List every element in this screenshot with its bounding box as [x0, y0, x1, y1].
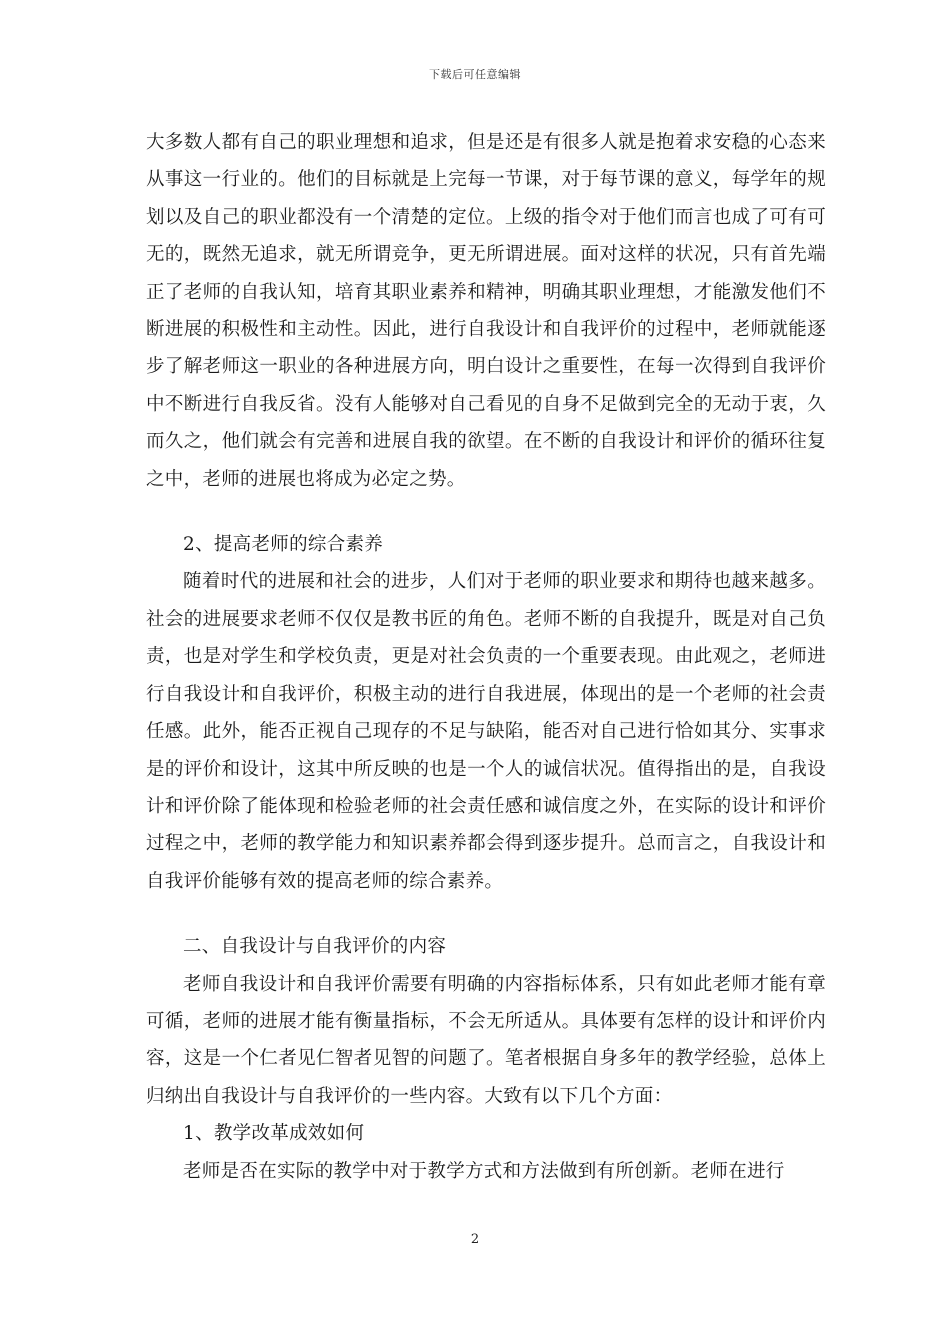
body-paragraph: 老师自我设计和自我评价需要有明确的内容指标体系，只有如此老师才能有章可循，老师的进展才能有衡量指标，不会无所适从。具体要有怎样的设计和评价内容，这是一个仁者见仁智者见智的问题了。笔者根据自身多年的教学经验，总体上归纳出自我设计与自我评价的一些内容。大致有以下几个方面：: [146, 973, 826, 1107]
body-paragraph: 随着时代的进展和社会的进步，人们对于老师的职业要求和期待也越来越多。社会的进展要求老师不仅仅是教书匠的角色。老师不断的自我提升，既是对自己负责，也是对学生和学校负责，更是对社会负责的一个重要表现。由此观之，老师进行自我设计和自我评价，积极主动的进行自我进展，体现出的是一个老师的社会责任感。此外，能否正视自己现存的不足与缺陷，能否对自己进行恰如其分、实事求是的评价和设计，这其中所反映的也是一个人的诚信状况。值得指出的是，自我设计和评价除了能体现和检验老师的社会责任感和诚信度之外，在实际的设计和评价过程之中，老师的教学能力和知识素养都会得到逐步提升。总而言之，自我设计和自我评价能够有效的提高老师的综合素养。: [146, 571, 826, 892]
body-paragraph: 大多数人都有自己的职业理想和追求，但是还是有很多人就是抱着求安稳的心态来从事这一行业的。他们的目标就是上完每一节课，对于每节课的意义，每学年的规划以及自己的职业都没有一个清楚的定位。上级的指令对于他们而言也成了可有可无的，既然无追求，就无所谓竞争，更无所谓进展。面对这样的状况，只有首先端正了老师的自我认知，培育其职业素养和精神，明确其职业理想，才能激发他们不断进展的积极性和主动性。因此，进行自我设计和自我评价的过程中，老师就能逐步了解老师这一职业的各种进展方向，明白设计之重要性，在每一次得到自我评价中不断进行自我反省。没有人能够对自己看见的自身不足做到完全的无动于衷，久而久之，他们就会有完善和进展自我的欲望。在不断的自我设计和评价的循环往复之中，老师的进展也将成为必定之势。: [146, 132, 826, 490]
body-paragraph: 老师是否在实际的教学中对于教学方式和方法做到有所创新。老师在进行: [183, 1160, 785, 1182]
page-number: 2: [470, 1232, 480, 1247]
subsection-heading: 1、教学改革成效如何: [183, 1123, 365, 1145]
document-body: [146, 124, 826, 1190]
section-heading: 2、提高老师的综合素养: [183, 534, 384, 556]
section-heading: 二、自我设计与自我评价的内容: [183, 936, 447, 958]
page-header: 下载后可任意编辑: [429, 68, 521, 81]
